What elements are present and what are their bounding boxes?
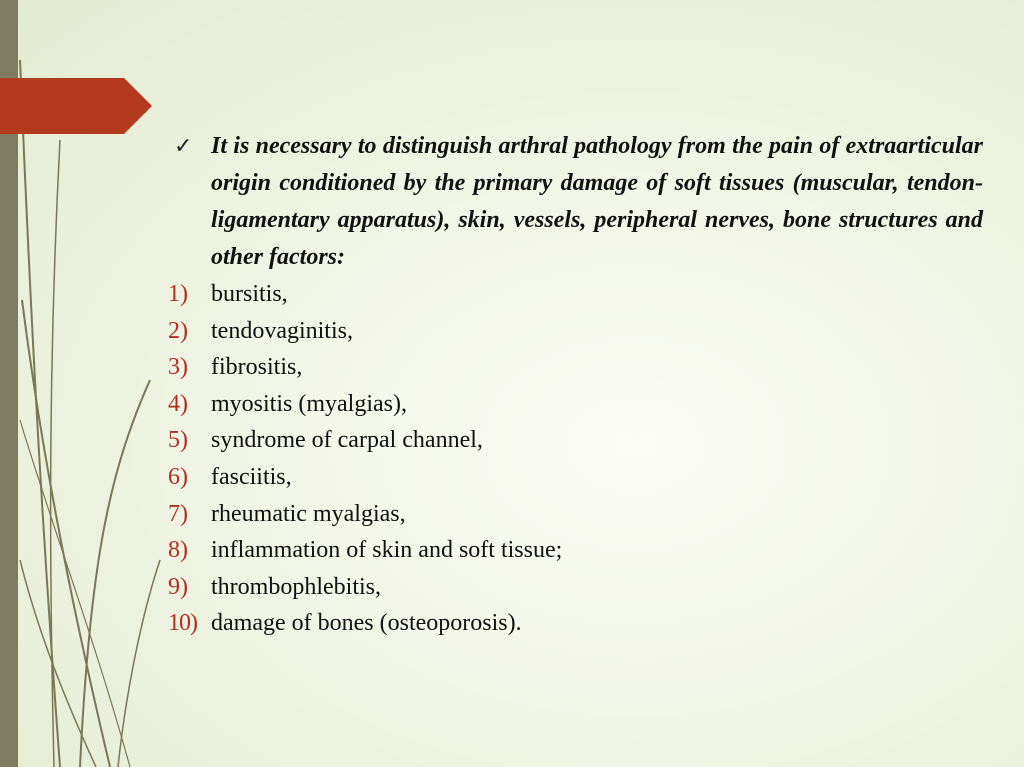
list-item-text: myositis (myalgias),: [211, 390, 407, 417]
list-number: 9): [168, 573, 188, 600]
list-item-text: fibrositis,: [211, 354, 303, 381]
lead-bullet: [168, 128, 988, 276]
list-item: [168, 422, 988, 459]
list-item: [168, 496, 988, 533]
lead-bullet-colon: :: [337, 244, 345, 270]
list-item-text: rheumatic myalgias,: [211, 500, 406, 527]
list-item: [168, 532, 988, 569]
list-item-text: damage of bones (osteoporosis).: [211, 610, 522, 637]
list-item-text: fasciitis,: [211, 463, 292, 490]
list-number: 4): [168, 390, 188, 417]
list-number: 6): [168, 463, 188, 490]
list-item: [168, 349, 988, 386]
list-item: [168, 313, 988, 350]
accent-arrow-tab: [0, 78, 152, 134]
list-number: 2): [168, 317, 188, 344]
list-number: 5): [168, 427, 188, 454]
list-item-text: syndrome of carpal channel,: [211, 427, 483, 454]
list-item: [168, 569, 988, 606]
list-number: 1): [168, 281, 188, 307]
lead-bullet-body: It is necessary to distinguish arthral pathology from the pain of extraarticular origin conditioned by the primary damage of soft tissues (muscular, tendon-ligamentary apparatus), skin, vessels, peripheral nerves, bone structures and other factors: [211, 133, 983, 270]
list-number: 3): [168, 354, 188, 381]
list-number: 7): [168, 500, 188, 527]
lead-bullet-text: [211, 128, 983, 276]
list-item-text: tendovaginitis,: [211, 317, 353, 344]
list-number: 8): [168, 537, 188, 564]
list-item-text: bursitis,: [211, 281, 288, 307]
list-item: [168, 605, 988, 642]
slide-content: [168, 128, 988, 642]
list-item-text: inflammation of skin and soft tissue;: [211, 537, 563, 564]
checkmark-icon: ✓: [174, 134, 193, 159]
list-item: [168, 459, 988, 496]
numbered-list: [168, 276, 988, 642]
list-number: 10): [168, 610, 197, 637]
list-item-text: thrombophlebitis,: [211, 573, 381, 600]
list-item: [168, 386, 988, 423]
list-item: [168, 276, 988, 313]
